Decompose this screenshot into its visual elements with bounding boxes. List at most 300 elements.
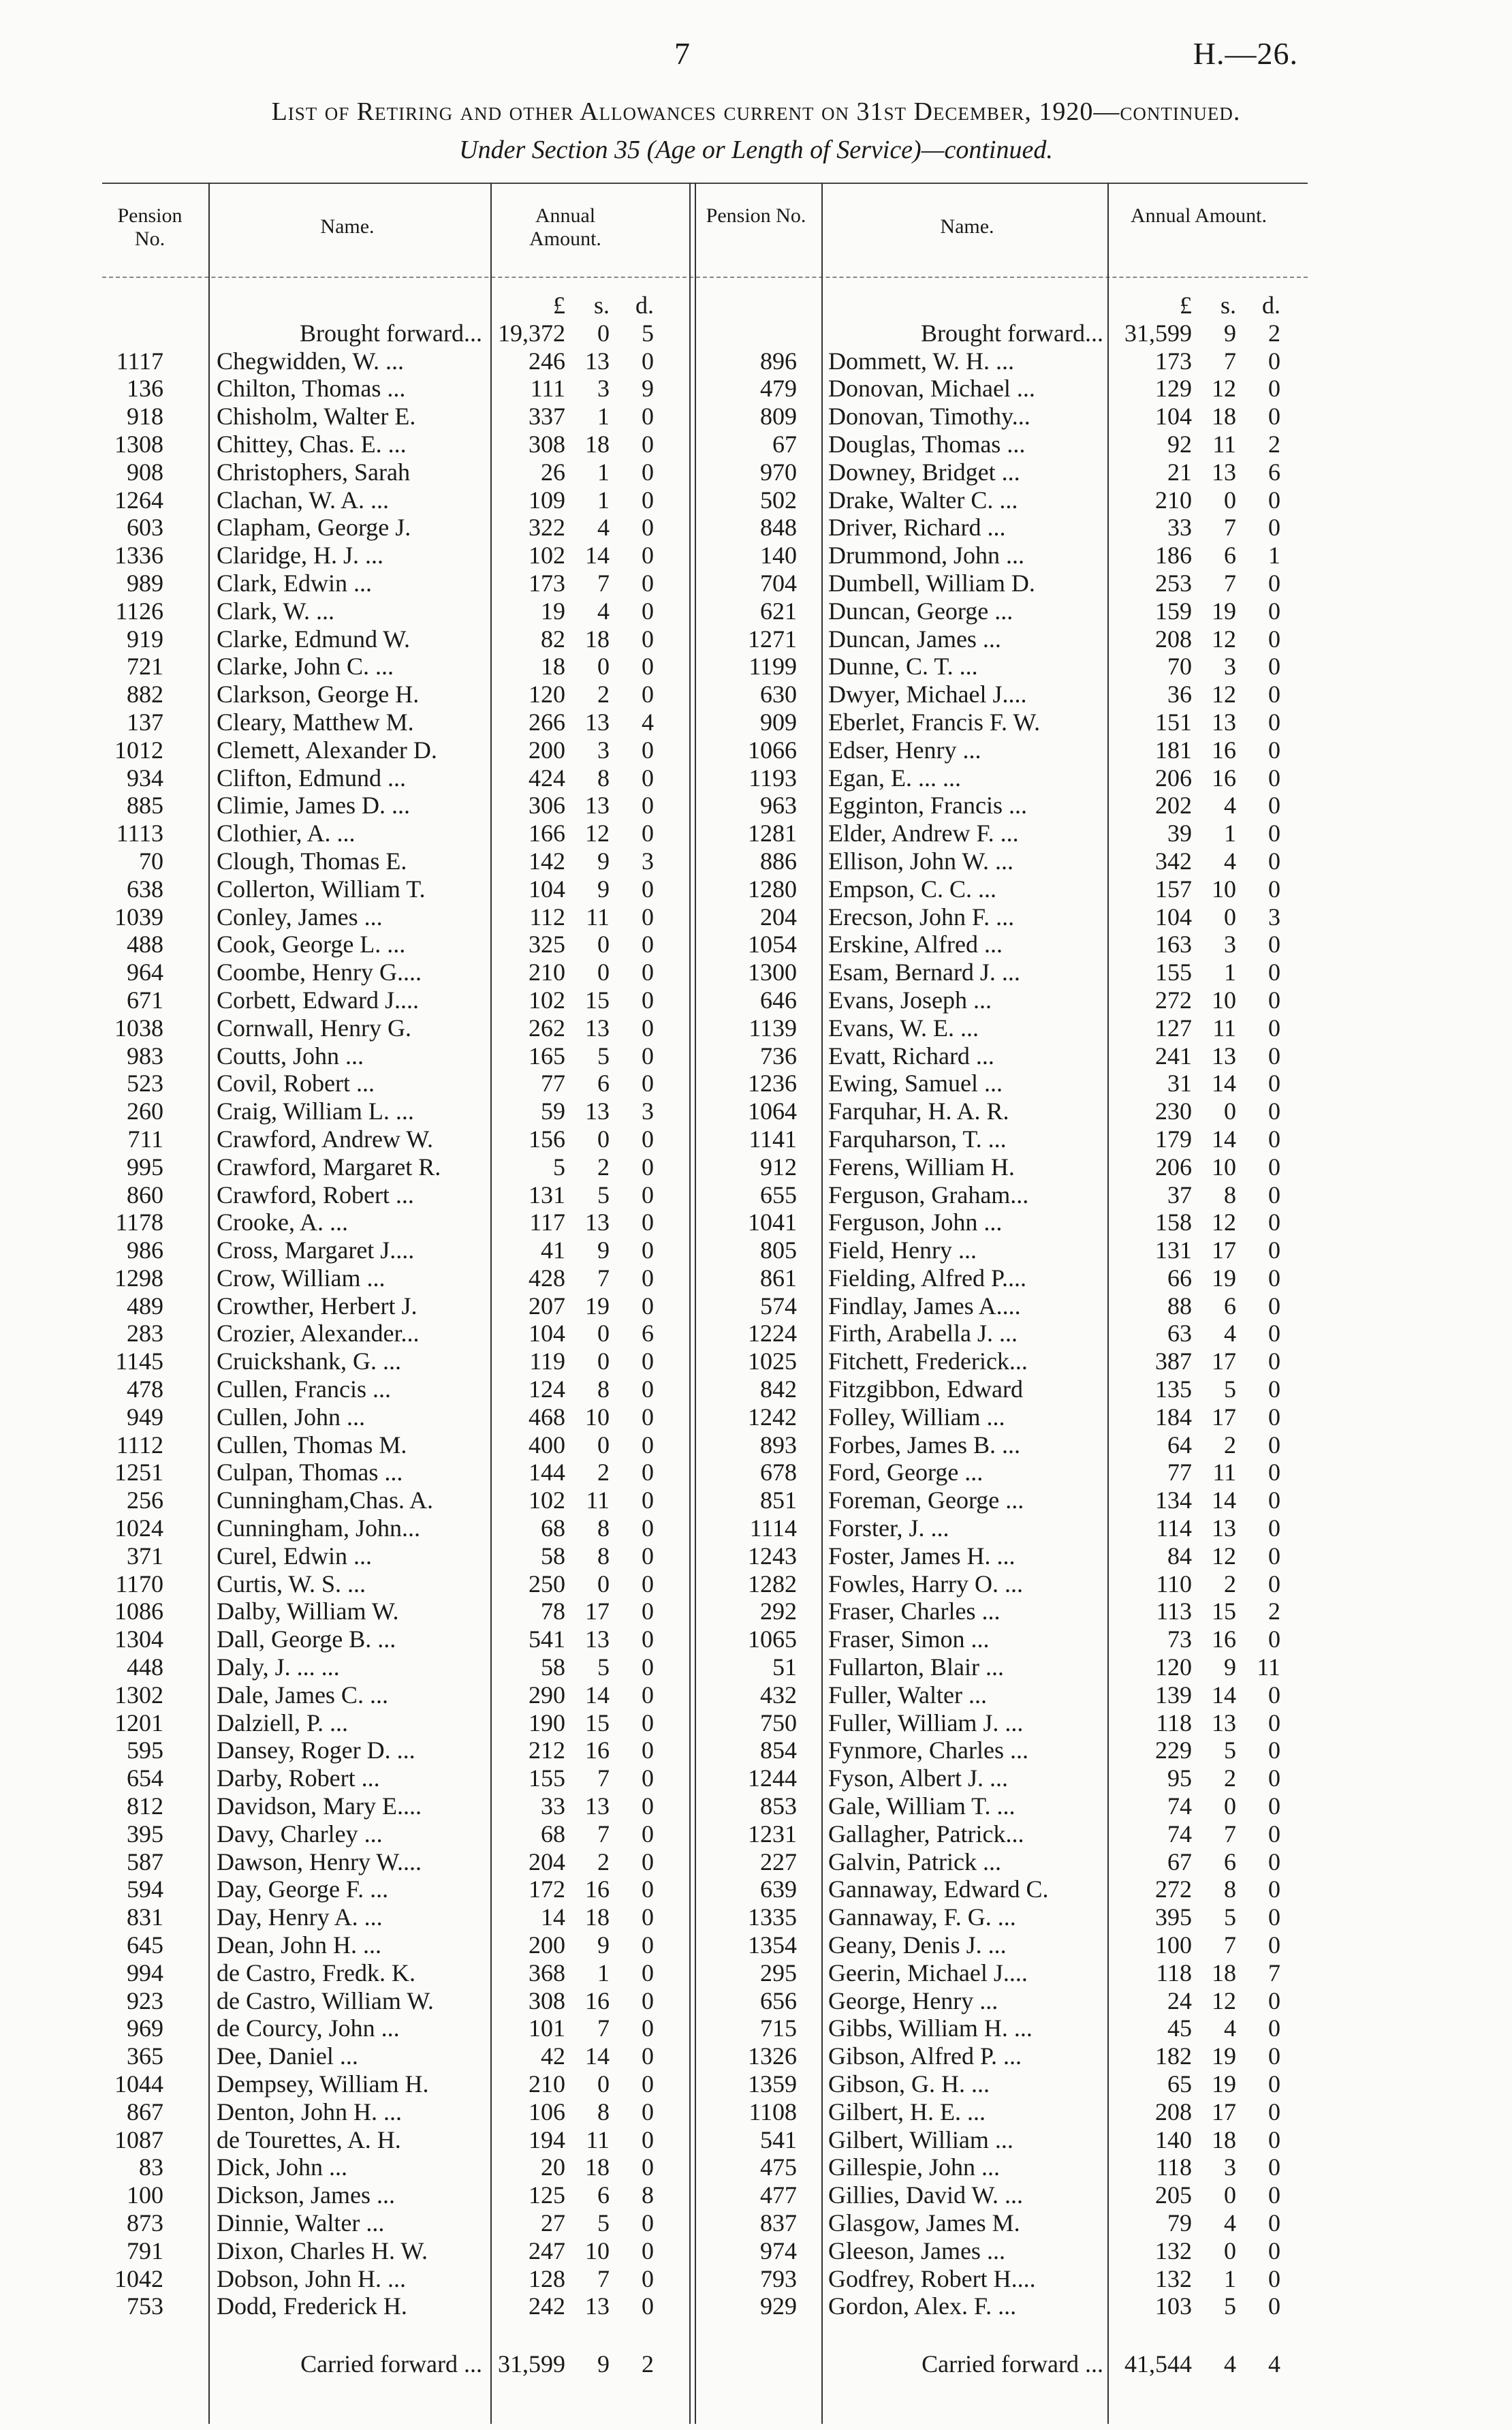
table-row (0, 2098, 688, 2126)
amount-shillings: 18 (1212, 1959, 1236, 1987)
list-title: List of Retiring and other Allowances current on 31st December, 1920—continued. (271, 97, 1241, 126)
column-rule (689, 183, 691, 2424)
amount-shillings: 0 (1224, 903, 1236, 931)
pension-number: 1024 (114, 1514, 163, 1542)
pension-number: 923 (127, 1987, 163, 2014)
amount-shillings: 8 (1224, 1875, 1236, 1903)
amount-shillings: 3 (1224, 2153, 1236, 2181)
carried-forward-pence: 4 (1268, 2350, 1280, 2378)
amount-shillings: 11 (586, 2125, 610, 2153)
table-row (0, 1792, 688, 1820)
amount-pounds: 102 (529, 1486, 565, 1514)
pension-number: 969 (127, 2014, 163, 2042)
amount-pounds: 337 (529, 403, 565, 431)
amount-pence: 0 (642, 653, 654, 681)
pensioner-name: Ferguson, John ... (828, 1209, 1003, 1236)
pensioner-name: Clark, W. ... (217, 597, 335, 625)
table-row (695, 1348, 1498, 1375)
pensioner-name: de Courcy, John ... (217, 2014, 400, 2042)
amount-shillings: 3 (597, 736, 610, 764)
amount-shillings: 11 (1212, 430, 1236, 458)
amount-shillings: 19 (1212, 1264, 1236, 1292)
amount-pounds: 144 (529, 1459, 565, 1486)
amount-shillings: 11 (586, 1486, 610, 1514)
amount-shillings: 4 (597, 597, 610, 625)
amount-shillings: 16 (1212, 736, 1236, 764)
table-row (695, 1820, 1498, 1848)
amount-pounds: 131 (529, 1181, 565, 1209)
amount-shillings: 7 (597, 569, 610, 597)
amount-pence: 7 (1268, 1959, 1280, 1987)
table-row (0, 2292, 688, 2320)
pension-number: 867 (127, 2098, 163, 2125)
amount-pence: 0 (1268, 1403, 1280, 1431)
amount-pence: 0 (1268, 569, 1280, 597)
pension-number: 678 (760, 1459, 797, 1486)
pensioner-name: Dobson, John H. ... (217, 2264, 407, 2292)
pension-number: 365 (127, 2042, 163, 2070)
amount-pence: 2 (1268, 430, 1280, 458)
pension-number: 860 (127, 1181, 163, 1209)
pension-number: 912 (760, 1153, 797, 1181)
table-row (695, 931, 1498, 959)
pensioner-name: Gallagher, Patrick... (828, 1820, 1024, 1848)
pensioner-name: Gillespie, John ... (828, 2153, 1000, 2181)
pensioner-name: Farquhar, H. A. R. (828, 1097, 1009, 1125)
amount-pounds: 182 (1155, 2042, 1192, 2070)
table-row (695, 1486, 1498, 1514)
table-row (695, 2153, 1498, 2181)
amount-shillings: 1 (597, 458, 610, 486)
amount-pence: 0 (1268, 347, 1280, 375)
table-row (695, 903, 1498, 931)
table-row (695, 1070, 1498, 1097)
table-row (695, 1792, 1498, 1820)
amount-pounds: 109 (529, 486, 565, 514)
table-row (0, 2153, 688, 2181)
pensioner-name: Dansey, Roger D. ... (217, 1736, 415, 1764)
amount-shillings: 1 (597, 1959, 610, 1987)
pensioner-name: Dalziell, P. ... (217, 1709, 348, 1736)
amount-pounds: 67 (1167, 1848, 1192, 1875)
amount-pounds: 266 (529, 708, 565, 736)
table-row (0, 1431, 688, 1459)
pensioner-name: Dick, John ... (217, 2153, 347, 2181)
pension-number: 478 (127, 1375, 163, 1403)
amount-pence: 0 (642, 792, 654, 820)
table-row (695, 1153, 1498, 1181)
pension-number: 851 (760, 1486, 797, 1514)
amount-shillings: 14 (585, 2042, 610, 2070)
amount-pounds: 77 (541, 1070, 565, 1097)
amount-pounds: 33 (1167, 514, 1192, 542)
amount-pence: 6 (642, 1320, 654, 1348)
pension-number: 793 (760, 2264, 797, 2292)
amount-shillings: 8 (597, 1542, 610, 1570)
amount-shillings: 13 (585, 1014, 610, 1042)
amount-pence: 0 (642, 1014, 654, 1042)
table-row (695, 1875, 1498, 1903)
amount-shillings: 2 (597, 1848, 610, 1875)
amount-pounds: 36 (1167, 681, 1192, 708)
pension-number: 1359 (748, 2070, 797, 2098)
table-row (695, 1903, 1498, 1931)
amount-pounds: 110 (1156, 1570, 1192, 1598)
amount-pounds: 194 (529, 2125, 565, 2153)
table-row (0, 458, 688, 486)
pensioner-name: Clachan, W. A. ... (217, 486, 389, 514)
amount-pounds: 272 (1155, 986, 1192, 1014)
table-row (695, 1514, 1498, 1542)
amount-pounds: 206 (1155, 1153, 1192, 1181)
amount-pence: 0 (1268, 2125, 1280, 2153)
pensioner-name: Forster, J. ... (828, 1514, 949, 1542)
pensioner-name: Cunningham, John... (217, 1514, 421, 1542)
pensioner-name: Dean, John H. ... (217, 1931, 381, 1959)
amount-pounds: 117 (529, 1209, 565, 1236)
table-row (0, 375, 688, 403)
amount-pence: 9 (642, 375, 654, 403)
pension-number: 715 (760, 2014, 797, 2042)
pension-number: 136 (127, 375, 163, 403)
amount-shillings: 7 (1224, 1931, 1236, 1959)
pension-number: 1039 (114, 903, 163, 931)
amount-pence: 6 (1268, 458, 1280, 486)
amount-pence: 0 (1268, 1931, 1280, 1959)
pension-number: 654 (127, 1764, 163, 1792)
table-row (695, 681, 1498, 708)
table-row (0, 875, 688, 903)
pension-number: 638 (127, 875, 163, 903)
amount-shillings: 12 (1212, 681, 1236, 708)
amount-pounds: 129 (1155, 375, 1192, 403)
amount-shillings: 16 (1212, 1625, 1236, 1653)
amount-pence: 0 (1268, 2264, 1280, 2292)
pensioner-name: Dumbell, William D. (828, 569, 1035, 597)
amount-pence: 0 (642, 1348, 654, 1375)
pensioner-name: Egginton, Francis ... (828, 792, 1027, 820)
pension-number: 1336 (114, 542, 163, 570)
pension-number: 630 (760, 681, 797, 708)
amount-pence: 0 (642, 1625, 654, 1653)
amount-pounds: 5 (553, 1153, 565, 1181)
amount-pence: 0 (642, 2042, 654, 2070)
amount-shillings: 8 (1224, 1181, 1236, 1209)
pension-number: 711 (127, 1125, 163, 1153)
amount-shillings: 10 (585, 2237, 610, 2264)
amount-pence: 0 (1268, 1181, 1280, 1209)
table-row (695, 1653, 1498, 1681)
amount-pence: 0 (642, 1736, 654, 1764)
amount-pence: 0 (1268, 514, 1280, 542)
amount-pence: 0 (642, 1042, 654, 1070)
amount-pounds: 181 (1155, 736, 1192, 764)
amount-shillings: 2 (1224, 1431, 1236, 1459)
pence-unit: d. (635, 292, 654, 319)
amount-pounds: 88 (1167, 1292, 1192, 1320)
amount-pence: 0 (1268, 1348, 1280, 1375)
pensioner-name: Dodd, Frederick H. (217, 2292, 407, 2320)
amount-pounds: 541 (529, 1625, 565, 1653)
table-row (695, 347, 1498, 375)
table-row (0, 570, 688, 597)
amount-pence: 0 (642, 2098, 654, 2125)
amount-pounds: 106 (529, 2098, 565, 2125)
amount-pence: 0 (1268, 1736, 1280, 1764)
amount-pence: 0 (1268, 736, 1280, 764)
amount-pence: 0 (642, 1125, 654, 1153)
pension-number: 523 (127, 1070, 163, 1097)
amount-shillings: 19 (585, 1292, 610, 1320)
amount-pence: 0 (1268, 986, 1280, 1014)
table-row (695, 764, 1498, 792)
table-row (0, 1542, 688, 1570)
pensioner-name: Dommett, W. H. ... (828, 347, 1015, 375)
amount-shillings: 2 (597, 681, 610, 708)
amount-shillings: 8 (597, 764, 610, 792)
amount-shillings: 0 (597, 2070, 610, 2098)
pensioner-name: Dunne, C. T. ... (828, 653, 978, 681)
table-row (0, 1598, 688, 1625)
amount-shillings: 7 (1224, 347, 1236, 375)
amount-pence: 0 (642, 681, 654, 708)
amount-shillings: 13 (585, 708, 610, 736)
amount-pounds: 114 (1156, 1514, 1192, 1542)
amount-pounds: 21 (1167, 458, 1192, 486)
amount-shillings: 12 (1212, 625, 1236, 653)
pensioner-name: Gordon, Alex. F. ... (828, 2292, 1017, 2320)
table-row (695, 1570, 1498, 1598)
amount-pence: 2 (1268, 1598, 1280, 1625)
pension-number: 1308 (114, 430, 163, 458)
amount-pence: 0 (1268, 1320, 1280, 1348)
table-row (695, 736, 1498, 764)
table-row (0, 959, 688, 986)
table-row (0, 486, 688, 514)
pension-number: 1012 (114, 736, 163, 764)
pension-number: 645 (127, 1931, 163, 1959)
table-row (695, 2126, 1498, 2154)
pension-number: 475 (760, 2153, 797, 2181)
currency-units-row (695, 292, 1498, 320)
amount-shillings: 13 (585, 1209, 610, 1236)
pension-number: 908 (127, 458, 163, 486)
amount-shillings: 3 (1224, 931, 1236, 959)
amount-pounds: 113 (1156, 1598, 1192, 1625)
amount-shillings: 16 (585, 1736, 610, 1764)
pension-number: 1038 (114, 1014, 163, 1042)
amount-pounds: 200 (529, 1931, 565, 1959)
amount-pounds: 308 (529, 1987, 565, 2014)
amount-shillings: 7 (1224, 1820, 1236, 1848)
pensioner-name: Cornwall, Henry G. (217, 1014, 411, 1042)
pensioner-name: Drummond, John ... (828, 542, 1024, 570)
pension-number: 1201 (114, 1709, 163, 1736)
table-row (0, 1820, 688, 1848)
pension-number: 488 (127, 931, 163, 959)
pension-number: 140 (760, 542, 797, 570)
table-row (695, 2292, 1498, 2320)
amount-pence: 0 (642, 1459, 654, 1486)
table-row (0, 931, 688, 959)
pensioner-name: Fraser, Simon ... (828, 1625, 990, 1653)
pension-number: 671 (127, 986, 163, 1014)
pension-number: 949 (127, 1403, 163, 1431)
table-row (695, 2265, 1498, 2293)
amount-pence: 0 (1268, 1070, 1280, 1097)
pension-number: 1054 (748, 931, 797, 959)
pension-number: 970 (760, 458, 797, 486)
pensioner-name: Farquharson, T. ... (828, 1125, 1007, 1153)
amount-pence: 0 (1268, 1014, 1280, 1042)
table-row (695, 403, 1498, 431)
pensioner-name: Conley, James ... (217, 903, 383, 931)
amount-shillings: 14 (585, 542, 610, 570)
amount-pounds: 27 (541, 2209, 565, 2237)
amount-pounds: 253 (1155, 569, 1192, 597)
amount-shillings: 7 (1224, 514, 1236, 542)
brought-forward-row (695, 320, 1498, 347)
amount-pounds: 208 (1155, 2098, 1192, 2125)
carried-forward-pence: 2 (642, 2350, 654, 2378)
table-row (695, 708, 1498, 736)
amount-shillings: 0 (597, 1431, 610, 1459)
amount-pence: 0 (1268, 625, 1280, 653)
table-row (695, 570, 1498, 597)
amount-pence: 0 (1268, 1875, 1280, 1903)
amount-pence: 0 (1268, 1764, 1280, 1792)
amount-pence: 0 (1268, 1514, 1280, 1542)
amount-pounds: 31 (1167, 1070, 1192, 1097)
amount-pounds: 158 (1155, 1209, 1192, 1236)
pensioner-name: Foster, James H. ... (828, 1542, 1015, 1570)
amount-pence: 0 (642, 1153, 654, 1181)
amount-shillings: 13 (585, 1792, 610, 1820)
amount-pounds: 84 (1167, 1542, 1192, 1570)
table-row (695, 1014, 1498, 1042)
table-row (695, 1097, 1498, 1125)
pension-number: 204 (760, 903, 797, 931)
amount-pence: 0 (642, 625, 654, 653)
table-row (0, 1153, 688, 1181)
amount-pence: 0 (1268, 1820, 1280, 1848)
table-row (0, 1375, 688, 1403)
amount-pounds: 132 (1155, 2264, 1192, 2292)
pension-number: 1251 (114, 1459, 163, 1486)
amount-pence: 0 (642, 959, 654, 986)
amount-shillings: 14 (1212, 1681, 1236, 1709)
pensioner-name: Duncan, George ... (828, 597, 1013, 625)
amount-pounds: 42 (541, 2042, 565, 2070)
header-name-left: Name. (320, 215, 375, 238)
amount-shillings: 14 (1212, 1070, 1236, 1097)
amount-shillings: 18 (585, 2153, 610, 2181)
amount-pence: 0 (642, 1875, 654, 1903)
amount-pounds: 172 (529, 1875, 565, 1903)
pension-number: 137 (127, 708, 163, 736)
amount-shillings: 3 (597, 375, 610, 403)
pension-number: 655 (760, 1181, 797, 1209)
pensioner-name: Culpan, Thomas ... (217, 1459, 403, 1486)
amount-pence: 0 (642, 1903, 654, 1931)
amount-pounds: 104 (529, 1320, 565, 1348)
amount-pence: 3 (642, 847, 654, 875)
amount-pounds: 132 (1155, 2237, 1192, 2264)
pensioner-name: Cleary, Matthew M. (217, 708, 414, 736)
pension-number: 594 (127, 1875, 163, 1903)
amount-pounds: 424 (529, 764, 565, 792)
amount-pounds: 306 (529, 792, 565, 820)
table-row (695, 1264, 1498, 1292)
amount-pence: 0 (1268, 2042, 1280, 2070)
amount-pounds: 100 (1155, 1931, 1192, 1959)
amount-pounds: 102 (529, 986, 565, 1014)
pensioner-name: Fullarton, Blair ... (828, 1653, 1004, 1681)
pensioner-name: Gannaway, Edward C. (828, 1875, 1049, 1903)
pensioner-name: Craig, William L. ... (217, 1097, 414, 1125)
pension-number: 70 (139, 847, 163, 875)
table-row (695, 986, 1498, 1014)
amount-pence: 0 (1268, 1903, 1280, 1931)
header-bottom-rule (102, 277, 1308, 278)
amount-pence: 0 (642, 1681, 654, 1709)
pensioner-name: Collerton, William T. (217, 875, 426, 903)
table-row (0, 1736, 688, 1764)
amount-pence: 0 (1268, 653, 1280, 681)
amount-shillings: 5 (597, 2209, 610, 2237)
table-row (0, 1236, 688, 1264)
table-row (695, 2237, 1498, 2265)
amount-pounds: 66 (1167, 1264, 1192, 1292)
pension-number: 479 (760, 375, 797, 403)
pensioner-name: Edser, Henry ... (828, 736, 981, 764)
amount-pounds: 78 (541, 1598, 565, 1625)
pension-number: 1335 (748, 1903, 797, 1931)
table-row (0, 736, 688, 764)
amount-pence: 0 (642, 1820, 654, 1848)
amount-shillings: 3 (1224, 653, 1236, 681)
table-row (0, 1070, 688, 1097)
table-row (0, 1625, 688, 1653)
pension-number: 1141 (749, 1125, 797, 1153)
amount-pence: 0 (642, 597, 654, 625)
table-row (695, 542, 1498, 570)
table-row (0, 2209, 688, 2237)
pension-number: 1025 (748, 1348, 797, 1375)
table-row (695, 1459, 1498, 1486)
pensioner-name: Crawford, Robert ... (217, 1181, 414, 1209)
table-row (695, 820, 1498, 847)
amount-pounds: 64 (1167, 1431, 1192, 1459)
amount-shillings: 7 (1224, 569, 1236, 597)
table-row (0, 1014, 688, 1042)
amount-shillings: 1 (597, 486, 610, 514)
pension-number: 1298 (114, 1264, 163, 1292)
pensioner-name: Evatt, Richard ... (828, 1042, 994, 1070)
pension-number: 1244 (748, 1764, 797, 1792)
amount-pence: 0 (1268, 1486, 1280, 1514)
amount-pounds: 400 (529, 1431, 565, 1459)
amount-shillings: 5 (1224, 2292, 1236, 2320)
pension-number: 67 (772, 430, 797, 458)
carried-forward-label: Carried forward ... (922, 2350, 1103, 2378)
amount-pounds: 207 (529, 1292, 565, 1320)
amount-pounds: 230 (1155, 1097, 1192, 1125)
table-row (695, 1764, 1498, 1792)
pensioner-name: Douglas, Thomas ... (828, 430, 1026, 458)
pension-number: 1304 (114, 1625, 163, 1653)
amount-pounds: 156 (529, 1125, 565, 1153)
